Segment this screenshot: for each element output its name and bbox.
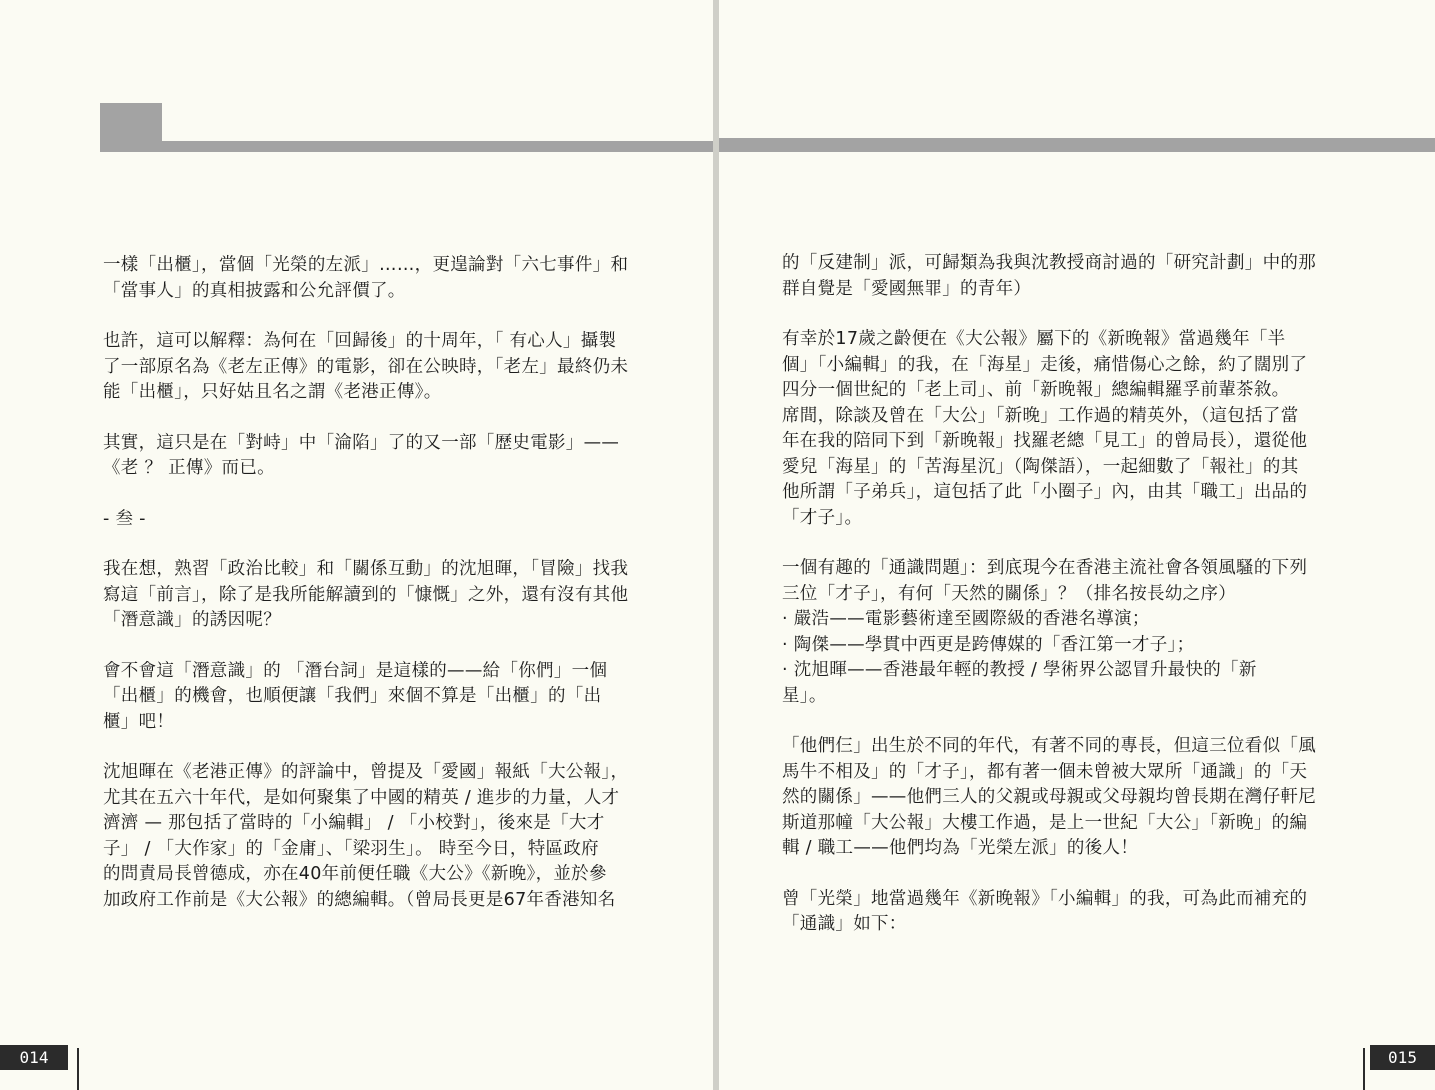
text-line: 三位「才子」，有何「天然的關係」？（排名按長幼之序）	[782, 583, 1237, 604]
paragraph	[103, 329, 663, 406]
text-line: 會不會這「潛意識」的 「潛台詞」是這樣的——給「你們」一個	[103, 660, 608, 681]
paragraph	[782, 327, 1352, 531]
section-marker: - 叁 -	[103, 508, 146, 529]
right-page	[719, 0, 1435, 1090]
bullet-item: · 陶傑——學貫中西更是跨傳媒的「香江第一才子」；	[782, 634, 1195, 655]
text-line: 能「出櫃」，只好姑且名之謂《老港正傳》。	[103, 382, 442, 402]
page-number-left: 014	[0, 1045, 68, 1070]
text-line: 濟濟 — 那包括了當時的「小編輯」 / 「小校對」，後來是「大才	[103, 813, 605, 833]
text-line: 「通識」如下：	[782, 914, 907, 934]
paragraph	[103, 557, 663, 634]
text-line: 「潛意識」的誘因呢？	[103, 610, 281, 630]
header-band-bar	[100, 141, 713, 152]
text-line: 星」。	[782, 685, 827, 706]
paragraph	[103, 659, 663, 736]
text-line: 「他們仨」出生於不同的年代，有著不同的專長，但這三位看似「風	[782, 736, 1316, 756]
text-line: 曾「光榮」地當過幾年《新晚報》「小編輯」的我，可為此而補充的	[782, 888, 1308, 909]
text-line: 四分一個世紀的「老上司」、前「新晚報」總編輯羅孚前輩茶敘。	[782, 380, 1290, 400]
text-line: 席間，除談及曾在「大公」「新晚」工作過的精英外，（這包括了當	[782, 405, 1299, 426]
text-line: 《老 ？ 正傳》而已。	[103, 458, 275, 478]
paragraph	[103, 253, 663, 304]
folio-rule-right	[1363, 1048, 1365, 1090]
left-page	[0, 0, 713, 1090]
text-line: 群自覺是「愛國無罪」的青年）	[782, 278, 1032, 299]
page-number-right: 015	[1370, 1045, 1435, 1070]
left-page-text	[103, 253, 663, 913]
paragraph	[103, 431, 663, 482]
text-line: 子」 / 「大作家」的「金庸」、「梁羽生」。 時至今日，特區政府	[103, 838, 599, 859]
text-line: 愛兒「海星」的「苦海星沉」（陶傑語），一起細數了「報社」的其	[782, 456, 1299, 477]
text-line: 的「反建制」派，可歸類為我與沈教授商討過的「研究計劃」中的那	[782, 253, 1316, 273]
paragraph	[782, 251, 1352, 302]
text-line: 然的關係」——他們三人的父親或母親或父母親均曾長期在灣仔軒尼	[782, 787, 1316, 807]
paragraph	[782, 734, 1352, 862]
text-line: 「出櫃」的機會，也順便讓「我們」來個不算是「出櫃」的「出	[103, 686, 602, 706]
text-line: 輯 / 職工——他們均為「光榮左派」的後人！	[782, 838, 1139, 858]
text-line: 年在我的陪同下到「新晚報」找羅老總「見工」的曾局長），還從他	[782, 431, 1308, 451]
header-band-bar	[719, 138, 1435, 152]
text-line: 「才子」。	[782, 507, 863, 528]
text-line: 馬牛不相及」的「才子」，都有著一個未曾被大眾所「通識」的「天	[782, 761, 1308, 782]
paragraph	[782, 556, 1352, 709]
right-page-text	[782, 251, 1352, 938]
folio-rule-left	[77, 1048, 79, 1090]
text-line: 寫這「前言」，除了是我所能解讀到的「慷慨」之外，還有沒有其他	[103, 584, 629, 605]
text-line: 沈旭暉在《老港正傳》的評論中，曾提及「愛國」報紙「大公報」，	[103, 762, 629, 782]
text-line: 「當事人」的真相披露和公允評價了。	[103, 280, 406, 301]
text-line: 個」「小編輯」的我，在「海星」走後，痛惜傷心之餘，約了闊別了	[782, 354, 1308, 375]
text-line: 也許，這可以解釋：為何在「回歸後」的十周年，「 有心人」攝製	[103, 331, 617, 351]
paragraph	[782, 887, 1352, 938]
text-line: 斯道那幢「大公報」大樓工作過，是上一世紀「大公」「新晚」的編	[782, 812, 1308, 833]
bullet-item: · 嚴浩——電影藝術達至國際級的香港名導演；	[782, 609, 1150, 629]
text-line: 一樣「出櫃」，當個「光榮的左派」……，更遑論對「六七事件」和	[103, 255, 629, 275]
text-line: 一個有趣的「通識問題」：到底現今在香港主流社會各領風騷的下列	[782, 558, 1308, 578]
text-line: 尤其在五六十年代，是如何聚集了中國的精英 / 進步的力量，人才	[103, 787, 620, 808]
text-line: 有幸於17歲之齡便在《大公報》屬下的《新晚報》當過幾年「半	[782, 329, 1286, 349]
text-line: 我在想，熟習「政治比較」和「關係互動」的沈旭暉，「冒險」找我	[103, 559, 629, 579]
text-line: 其實，這只是在「對峙」中「淪陷」了的又一部「歷史電影」——	[103, 432, 620, 453]
text-line: 他所謂「子弟兵」，這包括了此「小圈子」內，由其「職工」出品的	[782, 482, 1308, 502]
text-line: 的問責局長曾德成，亦在40年前便任職《大公》《新晚》，並於參	[103, 864, 607, 884]
text-line: 櫃」吧！	[103, 711, 175, 732]
bullet-item: · 沈旭暉——香港最年輕的教授 / 學術界公認冒升最快的「新	[782, 660, 1257, 680]
text-line: 了一部原名為《老左正傳》的電影，卻在公映時，「老左」最終仍未	[103, 356, 629, 377]
text-line: 加政府工作前是《大公報》的總編輯。（曾局長更是67年香港知名	[103, 889, 616, 910]
paragraph	[103, 760, 663, 913]
